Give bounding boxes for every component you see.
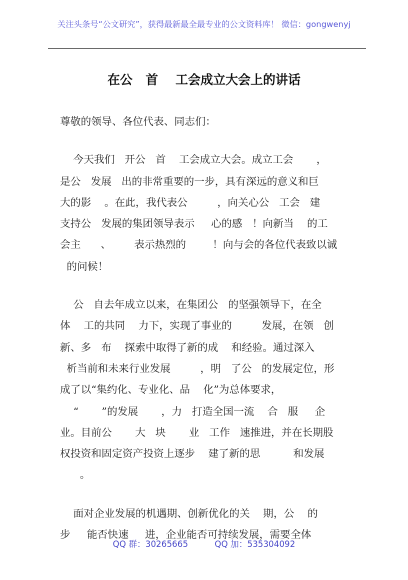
body-line: 析当前和未来行业发展 ，明 了公 的发展定位，形 xyxy=(60,362,335,375)
body-line: 面对企业发展的机遇期、创新优化的关 期，公 的 xyxy=(60,507,318,520)
paragraph-gap xyxy=(60,487,352,504)
body-line: 体 工的共同 力下，实现了事业的 发展，在领 创 xyxy=(60,320,334,333)
body-line: 今天我们 开公 首 工会成立大会。成立工会 ， xyxy=(60,154,327,167)
body-line: 公 自去年成立以来，在集团公 的坚强领导下，在全 xyxy=(60,299,322,312)
document-body xyxy=(60,112,352,546)
body-line: 会主 、 表示热烈的 ！向与会的各位代表致以诚 xyxy=(60,239,338,252)
header-divider xyxy=(48,48,366,49)
body-line: 成了以“集约化、专业化、品 化”为总体要求， xyxy=(60,384,282,397)
page-header-note: 关注头条号“公文研究”，获得最新最全最专业的公文资料库！ 微信：gongwenyj xyxy=(57,19,351,29)
body-line: 步 能否快速 进，企业能否可持续发展，需要全体 xyxy=(60,529,312,542)
paragraph-gap xyxy=(60,133,352,150)
body-line: 。 xyxy=(60,469,91,482)
document-title: 在公 首 工会成立大会上的讲话 xyxy=(107,72,301,87)
body-line: 支持公 发展的集团领导表示 心的感 ！向新当 的工 xyxy=(60,218,328,231)
body-line: 业。目前公 大 块 业 工作 速推进，并在长期股 xyxy=(60,426,334,439)
body-line: 的问候！ xyxy=(60,260,109,273)
body-line: “ ”的发展 ，力 打造全国一流 合 服 企 xyxy=(60,405,326,418)
page-footer-contact: QQ 群：30265665 QQ 加：535304092 xyxy=(112,539,296,549)
body-line: 大的影 。在此，我代表公 ，向关心公 工会 建 xyxy=(60,196,321,209)
greeting: 尊敬的领导、各位代表、同志们： xyxy=(60,116,216,128)
body-line: 是公 发展 出的非常重要的一步，具有深远的意义和巨 xyxy=(60,175,319,188)
body-line: 权投资和固定资产投资上逐步 建了新的思 和发展 xyxy=(60,448,325,461)
paragraph-gap xyxy=(60,278,352,295)
body-line: 新、多 布 探索中取得了新的成 和经验。通过深入 xyxy=(60,341,315,354)
